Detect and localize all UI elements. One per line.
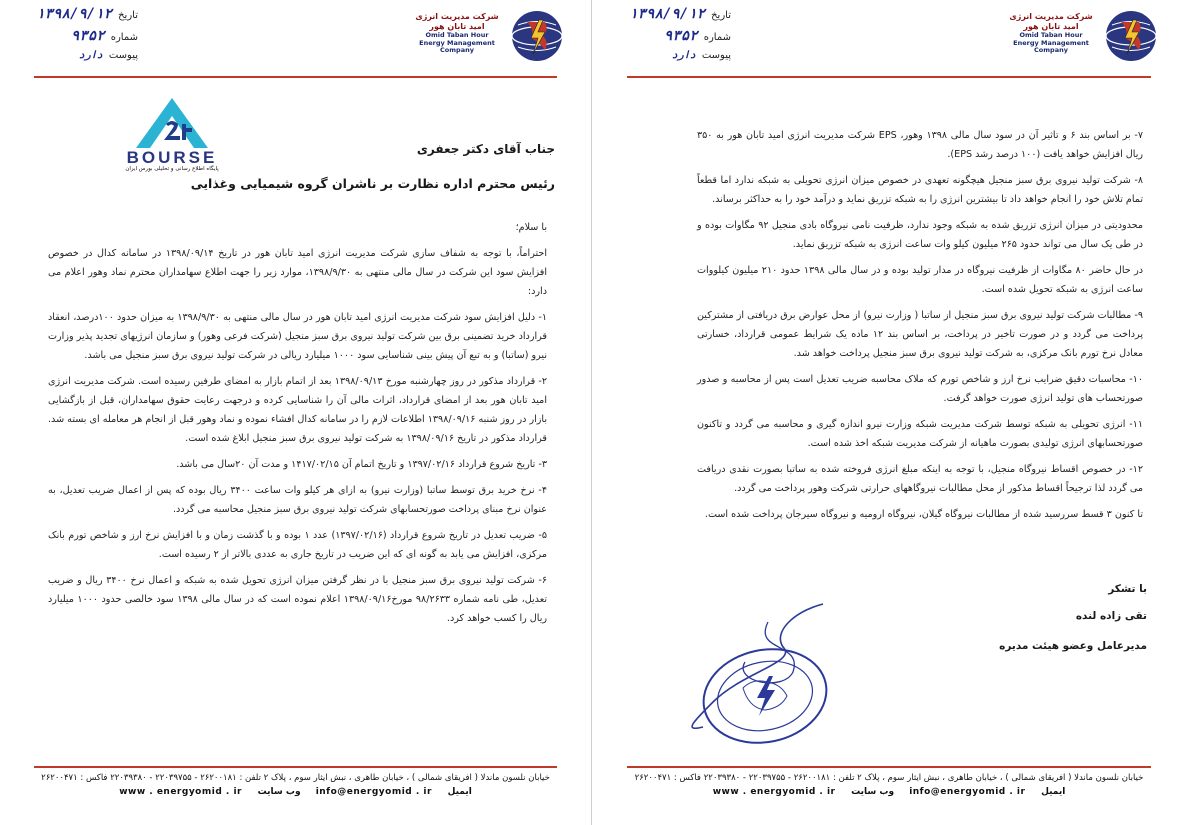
date-value: ۱۳۹۸/۹/۱۲ — [629, 6, 706, 22]
letter-page-2 — [593, 0, 1185, 825]
website-link[interactable]: www . energyomid . ir — [119, 787, 242, 797]
letter-footer — [40, 772, 551, 799]
header-divider — [627, 76, 1151, 78]
email-link[interactable]: info@energyomid . ir — [909, 787, 1026, 797]
letter-meta — [611, 6, 731, 72]
letter-body-1 — [48, 218, 547, 635]
list-item: ۱۰- محاسبات دقیق ضرایب نرخ ارز و شاخص تورم که ملاک محاسبه ضریب تعدیل است پس از محاسبه و صدور صورتحساب های تولید انرژی صورت خواهد گرفت. — [697, 374, 1143, 404]
company-name — [1005, 12, 1097, 55]
number-label: شماره — [110, 32, 138, 43]
list-item: ۴- نرخ خرید برق توسط ساتبا (وزارت نیرو) به ازای هر کیلو وات ساعت ۳۴۰۰ ریال بوده که پس از اعمال ضریب تعدیل، به عنوان نرخ مبنای پرداخت صورتحسابهای شرکت تولید نیروی برق سبز منجیل محاسبه می گردد. — [48, 485, 547, 515]
company-brand — [415, 6, 565, 72]
company-name-en-2: Energy Management — [1013, 38, 1089, 47]
date-value: ۱۳۹۸/۹/۱۲ — [36, 6, 113, 22]
website-link[interactable]: www . energyomid . ir — [712, 787, 836, 797]
greeting: با سلام؛ — [515, 222, 547, 233]
company-logo-icon — [1103, 8, 1159, 64]
letter-body-2 — [697, 126, 1143, 531]
letter-footer — [633, 772, 1145, 799]
date-label: تاریخ — [118, 10, 138, 21]
company-name-fa-1: شرکت مدیریت انرژی — [1009, 12, 1093, 21]
list-item: در حال حاضر ۸۰ مگاوات از ظرفیت نیروگاه در مدار تولید بوده و در سال مالی ۱۳۹۸ حدود ۲۱۰ میلیون کیلووات ساعت انرژی به شبکه تحویل شده است. — [697, 265, 1143, 295]
bourse-logo — [116, 96, 228, 176]
company-name-en-3: Company — [1034, 46, 1068, 54]
footer-contact — [40, 785, 551, 799]
number-value: ۹۳۵۲ — [71, 28, 105, 44]
list-item: ۵- ضریب تعدیل در تاریخ شروع قرارداد (۱۳۹۷/۰۲/۱۶) عدد ۱ بوده و با گذشت زمان و با افزایش نرخ ارز و شاخص تورم بانک مرکزی، افزایش می یابد به گونه ای که این ضریب در تاریخ جاری به عددی بالاتر از ۲ رسیده است. — [48, 530, 547, 560]
company-name — [411, 12, 503, 55]
number-row — [18, 28, 138, 50]
company-name-fa-1: شرکت مدیریت انرژی — [415, 12, 499, 21]
list-item: ۷- بر اساس بند ۶ و تاثیر آن در سود سال مالی ۱۳۹۸ وهور، EPS شرکت مدیریت انرژی امید تابان هور به ۳۵۰ ریال افزایش خواهد یافت (۱۰۰ درصد رشد EPS). — [697, 130, 1143, 160]
email-label: ایمیل — [447, 787, 472, 797]
list-item: ۲- قرارداد مذکور در روز چهارشنبه مورخ ۱۳۹۸/۰۹/۱۳ بعد از اتمام بازار به امضای طرفین رسیده است. شرکت مدیریت انرژی امید تابان هور بعد از امضای قرارداد، اثرات مالی آن را شناسایی کرده و درجهت رعایت حقوق سهامداران، قبل از بازگشایی بازار در روز شنبه ۱۳۹۸/۰۹/۱۶ اطلاعات لازم را در سامانه کدال افشاء نموده و نماد وهور قبل از انجام هر معامله ای بسته شد. قرارداد مذکور در تاریخ ۱۳۹۸/۰۹/۱۶ به شرکت تولید نیروی برق سبز منجیل ابلاغ شده است. — [48, 376, 548, 444]
bourse-wordmark: BOURSE — [126, 148, 218, 167]
company-name-en-2: Energy Management — [419, 38, 495, 47]
list-item: ۶- شرکت تولید نیروی برق سبز منجیل با در نظر گرفتن میزان انرژی تحویل شده به شبکه و اعمال نرخ ۳۴۰۰ ریال و ضریب تعدیل، طی نامه شماره ۹۸/۲۶۳۳ مورخ۱۳۹۸/۰۹/۱۶ اعلام نموده است که در سال مالی ۱۳۹۸ سود خالصی حدود ۱۰۰۰ میلیارد ریال را کسب خواهد کرد. — [48, 575, 548, 624]
company-brand — [1009, 6, 1159, 72]
footer-address: خیابان نلسون ماندلا ( افریقای شمالی ) ، خیابان طاهری ، نبش ایثار سوم ، پلاک ۲ تلفن : ۲۶۲۰۰۱۸۱ - ۲۲۰۳۹۷۵۵ - ۲۲۰۳۹۳۸۰ فاکس : ۲۶۲۰۰۴۷۱ — [41, 773, 550, 783]
list-item: ۱۲- در خصوص اقساط نیروگاه منجیل، با توجه به اینکه مبلغ انرژی فروخته شده به ساتبا بصورت نقدی دریافت می گردد لذا ترجیحاً اقساط مذکور از محل مطالبات نیروگاههای حرارتی شرکت وهور پرداخت می گردد. — [697, 464, 1143, 494]
website-label: وب سایت — [257, 787, 301, 797]
date-row — [18, 6, 138, 28]
company-seal-icon — [673, 592, 853, 762]
header-divider — [34, 76, 557, 78]
list-item: محدودیتی در میزان انرژی تزریق شده به شبکه وجود ندارد، ظرفیت نامی نیروگاه بادی منجیل ۹۲ مگاوات بوده و در طی یک سال می تواند حدود ۲۶۵ میلیون کیلو وات ساعت انرژی به شبکه تزریق نماید. — [697, 220, 1144, 250]
company-logo-icon — [509, 8, 565, 64]
footer-contact — [633, 785, 1145, 799]
recipient-title: رئیس محترم اداره نظارت بر ناشران گروه شیمیایی وغذایی — [190, 176, 555, 191]
attachment-label: پیوست — [701, 50, 731, 61]
company-name-en-3: Company — [440, 46, 474, 54]
number-row — [611, 28, 731, 50]
list-item: ۱۱- انرژی تحویلی به شبکه توسط شرکت مدیریت شبکه وزارت نیرو اندازه گیری و محاسبه می گردد و تاکنون صورتحسابهای انرژی تولیدی بصورت ماهیانه از شرکت مدیریت شبکه اخذ شده است. — [697, 419, 1143, 449]
attachment-row — [18, 50, 138, 72]
website-label: وب سایت — [851, 787, 895, 797]
number-value: ۹۳۵۲ — [664, 28, 698, 44]
number-label: شماره — [703, 32, 731, 43]
attachment-label: پیوست — [108, 50, 138, 61]
list-item: ۸- شرکت تولید نیروی برق سبز منجیل هیچگونه تعهدی در خصوص میزان انرژی تحویلی به شبکه ندارد اما قطعاً تمام تلاش خود را انجام خواهد داد تا بیشترین انرژی را به شبکه تزریق نماید و درآمد خود را به حداکثر برساند. — [697, 175, 1143, 205]
email-label: ایمیل — [1041, 787, 1066, 797]
company-name-en-1: Omid Taban Hour — [425, 31, 489, 39]
email-link[interactable]: info@energyomid . ir — [315, 787, 432, 797]
footer-address: خیابان نلسون ماندلا ( افریقای شمالی ) ، خیابان طاهری ، نبش ایثار سوم ، پلاک ۲ تلفن : ۲۶۲۰۰۱۸۱ - ۲۲۰۳۹۷۵۵ - ۲۲۰۳۹۳۸۰ فاکس : ۲۶۲۰۰۴۷۱ — [634, 773, 1144, 783]
date-label: تاریخ — [711, 10, 731, 21]
bourse-tagline: پایگاه اطلاع رسانی و تحلیلی بورس ایران — [125, 166, 219, 172]
signer-name: تقی زاده لنده — [1075, 610, 1147, 622]
bourse-mark-icon — [116, 96, 228, 152]
list-item: ۳- تاریخ شروع قرارداد ۱۳۹۷/۰۲/۱۶ و تاریخ اتمام آن ۱۴۱۷/۰۲/۱۵ و مدت آن ۲۰سال می باشد. — [176, 459, 547, 470]
recipient-name: جناب آقای دکتر جعفری — [416, 142, 555, 156]
date-row — [611, 6, 731, 28]
footer-divider — [34, 766, 557, 768]
company-name-fa-2: امید تابان هور — [429, 22, 485, 31]
intro-paragraph: احتراماً، با توجه به شفاف سازی شرکت مدیریت انرژی امید تابان هور در تاریخ ۱۳۹۸/۰۹/۱۴ در سامانه کدال در خصوص افزایش سود این شرکت در سال مالی منتهی به ۱۳۹۸/۹/۳۰، موارد زیر را جهت اطلاع سهامداران محترم نماد وهور اعلام می دارد: — [48, 248, 548, 297]
list-item: ۹- مطالبات شرکت تولید نیروی برق سبز منجیل از ساتبا ( وزارت نیرو) از محل عوارض برق دریافتی از مشترکین پرداخت می گردد و در صورت تاخیر در پرداخت، بر اساس بند ۱۲ ماده یک شرایط عمومی قرارداد، خسارتی معادل نرخ تورم بانک مرکزی، به شرکت تولید نیروی برق سبز منجیل پرداخت خواهد شد. — [697, 310, 1143, 359]
footer-divider — [627, 766, 1151, 768]
letter-page-1 — [0, 0, 592, 825]
company-name-en-1: Omid Taban Hour — [1019, 31, 1083, 39]
attachment-row — [611, 50, 731, 72]
list-item: تا کنون ۳ قسط سررسید شده از مطالبات نیروگاه گیلان، نیروگاه ارومیه و نیروگاه سیرجان پرداخت شده است. — [704, 509, 1143, 520]
attachment-value: دارد — [671, 50, 696, 61]
list-item: ۱- دلیل افزایش سود شرکت مدیریت انرژی امید تابان هور در سال مالی منتهی به ۱۳۹۸/۹/۳۰ به میزان حدود ۱۰۰درصد، انعقاد قرارداد خرید تضمینی برق بین شرکت تولید نیروی برق سبز منجیل (شرکت فرعی وهور) و سازمان انرژیهای تجدید پذیر وزارت نیرو (ساتبا) و به تبع آن پیش بینی شناسایی سود ۱۰۰۰ میلیارد ریالی در شرکت تولید نیروی برق سبز منجیل می باشد. — [48, 312, 547, 361]
attachment-value: دارد — [78, 50, 103, 61]
letter-meta — [18, 6, 138, 72]
signer-title: مدیرعامل وعضو هیئت مدیره — [999, 640, 1147, 652]
closing: با تشکر — [1108, 583, 1147, 595]
company-name-fa-2: امید تابان هور — [1023, 22, 1079, 31]
